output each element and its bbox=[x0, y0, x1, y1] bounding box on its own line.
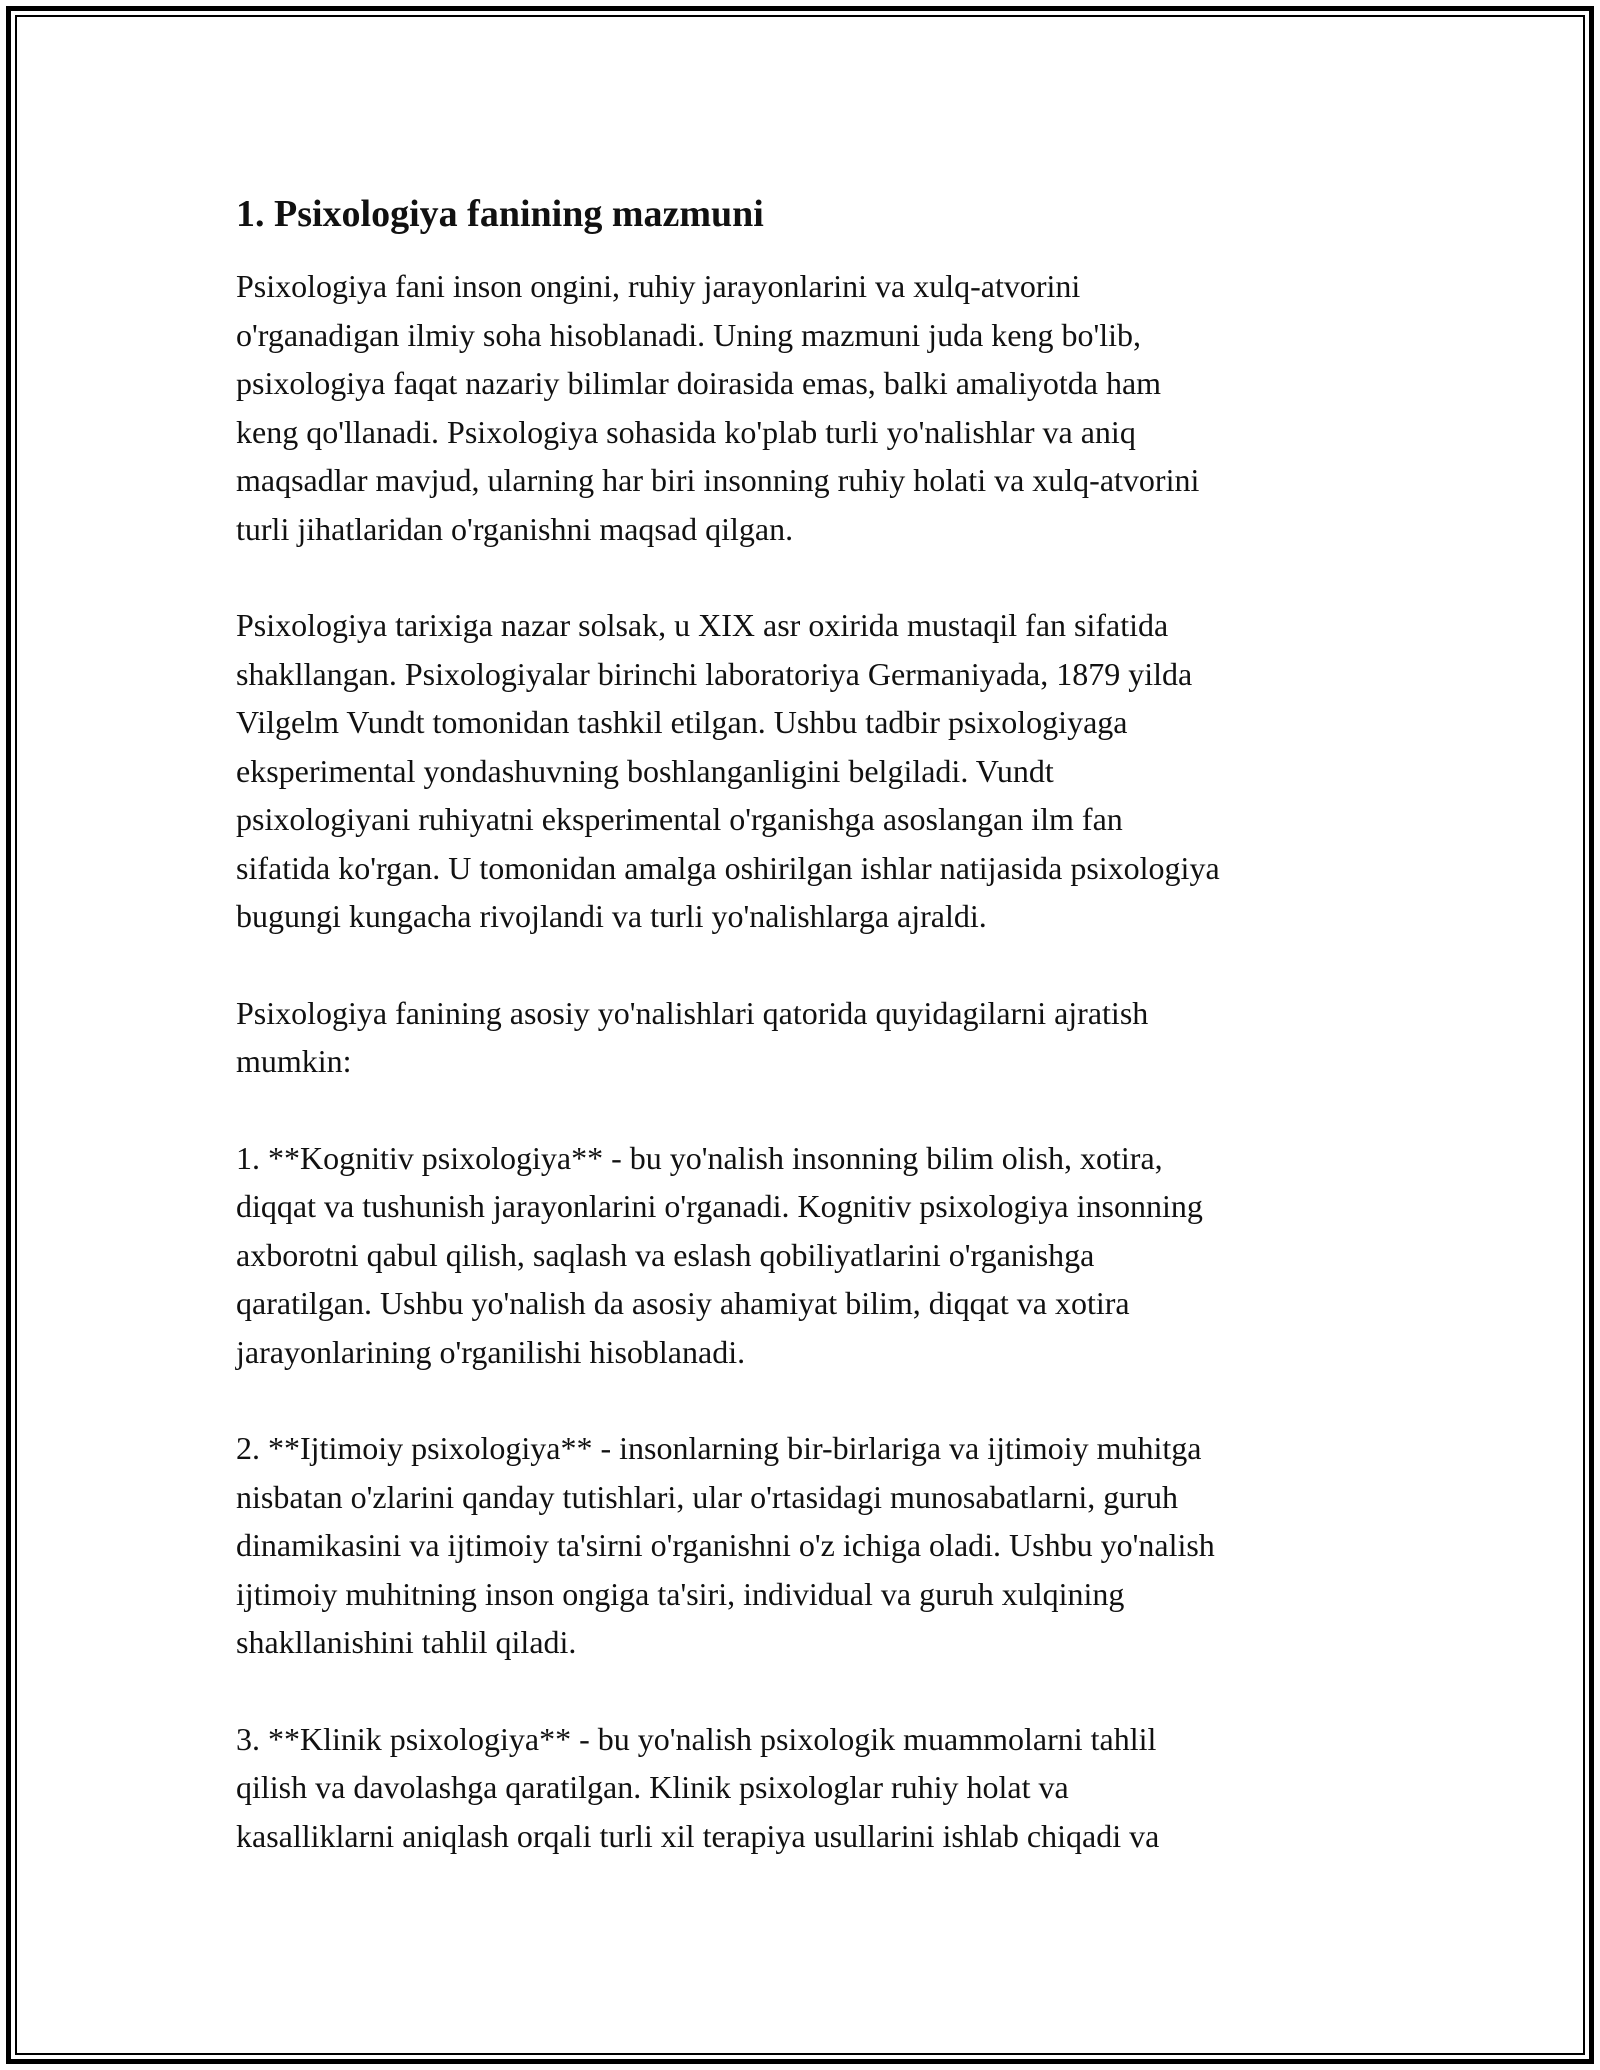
text-line: 2. **Ijtimoiy psixologiya** - insonlarning bir-birlariga va ijtimoiy muhitga bbox=[236, 1430, 1202, 1466]
text-line: 1. **Kognitiv psixologiya** - bu yo'nalish insonning bilim olish, xotira, bbox=[236, 1139, 1163, 1176]
text-line: axborotni qabul qilish, saqlash va eslash qobiliyatlarini o'rganishga bbox=[236, 1236, 1095, 1273]
text-line: turli jihatlaridan o'rganishni maqsad qilgan. bbox=[236, 510, 794, 547]
list-item-clinical bbox=[236, 1715, 1386, 1861]
text-line: psixologiyani ruhiyatni eksperimental o'rganishga asoslangan ilm fan bbox=[236, 801, 1123, 837]
text-line: shakllanishini tahlil qiladi. bbox=[236, 1624, 577, 1660]
paragraph-history bbox=[236, 601, 1386, 941]
text-line: Psixologiya fanining asosiy yo'nalishlari qatorida quyidagilarni ajratish bbox=[236, 994, 1149, 1031]
text-line: o'rganadigan ilmiy soha hisoblanadi. Uning mazmuni juda keng bo'lib, bbox=[236, 316, 1142, 353]
document-body bbox=[236, 186, 1386, 1908]
text-line: dinamikasini va ijtimoiy ta'sirni o'rganishni o'z ichiga oladi. Ushbu yo'nalish bbox=[236, 1527, 1215, 1563]
text-line: eksperimental yondashuvning boshlanganligini belgiladi. Vundt bbox=[236, 752, 1054, 789]
text-line: psixologiya faqat nazariy bilimlar doirasida emas, balki amaliyotda ham bbox=[236, 365, 1162, 401]
text-line: kasalliklarni aniqlash orqali turli xil terapiya usullarini ishlab chiqadi va bbox=[236, 1817, 1160, 1854]
list-item-social bbox=[236, 1424, 1386, 1667]
paragraph-directions-intro bbox=[236, 989, 1386, 1086]
list-item-cognitive bbox=[236, 1134, 1386, 1377]
section-heading: 1. Psixologiya fanining mazmuni bbox=[236, 193, 764, 235]
text-line: mumkin: bbox=[236, 1043, 352, 1079]
text-line: ijtimoiy muhitning inson ongiga ta'siri, individual va guruh xulqining bbox=[236, 1575, 1125, 1612]
text-line: Psixologiya tarixiga nazar solsak, u XIX asr oxirida mustaqil fan sifatida bbox=[236, 607, 1169, 643]
text-line: qilish va davolashga qaratilgan. Klinik psixologlar ruhiy holat va bbox=[236, 1769, 1069, 1805]
text-line: diqqat va tushunish jarayonlarini o'rganadi. Kognitiv psixologiya insonning bbox=[236, 1188, 1203, 1224]
text-line: 3. **Klinik psixologiya** - bu yo'nalish psixologik muammolarni tahlil bbox=[236, 1720, 1157, 1757]
text-line: maqsadlar mavjud, ularning har biri insonning ruhiy holati va xulq-atvorini bbox=[236, 462, 1200, 498]
text-line: Vilgelm Vundt tomonidan tashkil etilgan. Ushbu tadbir psixologiyaga bbox=[236, 704, 1128, 740]
text-line: shakllangan. Psixologiyalar birinchi laboratoriya Germaniyada, 1879 yilda bbox=[236, 655, 1193, 692]
text-line: Psixologiya fani inson ongini, ruhiy jarayonlarini va xulq-atvorini bbox=[236, 268, 1081, 304]
text-line: keng qo'llanadi. Psixologiya sohasida ko'plab turli yo'nalishlar va aniq bbox=[236, 413, 1136, 450]
text-line: jarayonlarining o'rganilishi hisoblanadi. bbox=[236, 1333, 746, 1370]
paragraph-intro bbox=[236, 262, 1386, 553]
text-line: nisbatan o'zlarini qanday tutishlari, ular o'rtasidagi munosabatlarni, guruh bbox=[236, 1478, 1178, 1515]
text-line: bugungi kungacha rivojlandi va turli yo'nalishlarga ajraldi. bbox=[236, 898, 987, 934]
text-line: sifatida ko'rgan. U tomonidan amalga oshirilgan ishlar natijasida psixologiya bbox=[236, 849, 1220, 886]
text-line: qaratilgan. Ushbu yo'nalish da asosiy ahamiyat bilim, diqqat va xotira bbox=[236, 1285, 1130, 1321]
